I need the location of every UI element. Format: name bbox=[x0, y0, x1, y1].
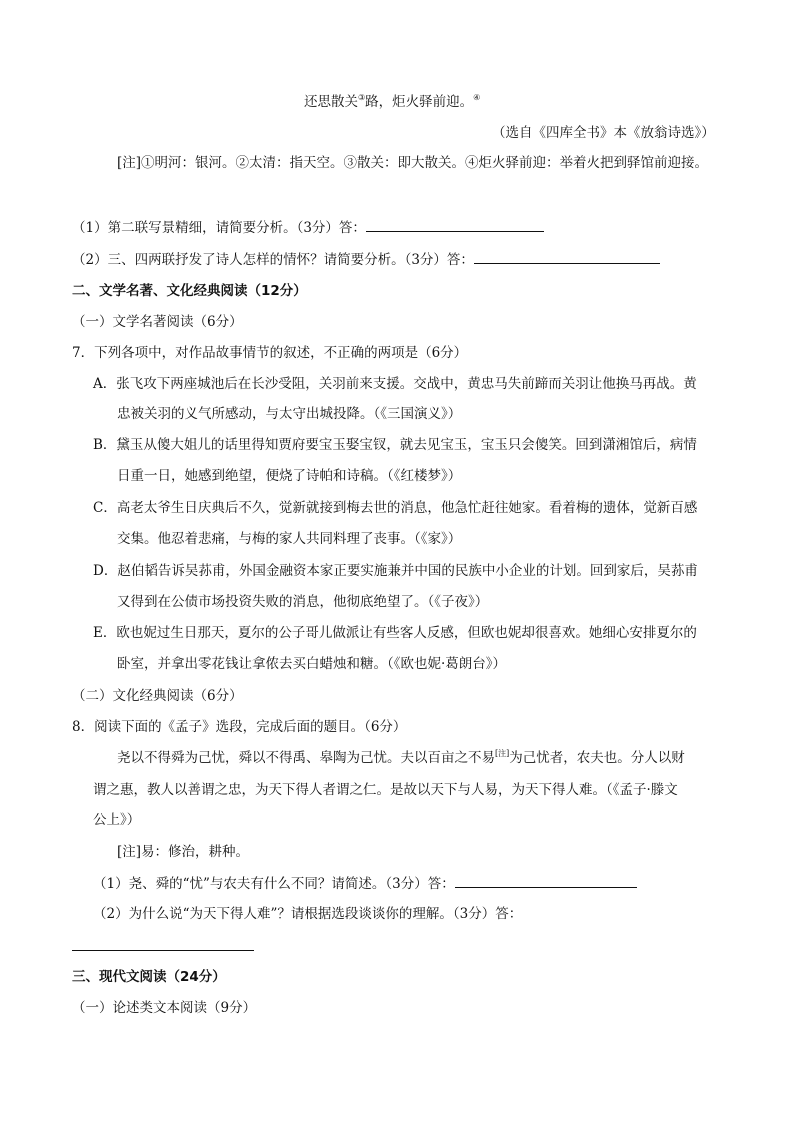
poem-question-1: （1）第二联写景精细，请简要分析。（3分）答： bbox=[72, 217, 544, 238]
answer-line[interactable] bbox=[72, 950, 254, 951]
option-e-cont: 卧室，并拿出零花钱让拿侬去买白蜡烛和糖。（《欧也妮·葛朗台》） bbox=[117, 656, 507, 672]
poem-last-line: 还思散关③路，炬火驿前迎。④ bbox=[304, 93, 481, 110]
question-8-stem: 8．阅读下面的《孟子》选段，完成后面的题目。（6分） bbox=[72, 719, 407, 735]
poem-notes: [注]①明河：银河。②太清：指天空。③散关：即大散关。④炬火驿前迎：举着火把到驿馆前迎接。 bbox=[117, 155, 709, 171]
section-3-part-1: （一）论述类文本阅读（9分） bbox=[72, 1000, 257, 1016]
question-8-sub-1: （1）尧、舜的“忧”与农夫有什么不同？请简述。（3分）答： bbox=[93, 873, 637, 894]
option-c-cont: 交集。他忍着悲痛，与梅的家人共同料理了丧事。（《家》） bbox=[117, 531, 462, 547]
poem-question-2: （2）三、四两联抒发了诗人怎样的情怀？请简要分析。（3分）答： bbox=[72, 249, 660, 270]
passage-line-1: 尧以不得舜为己忧，舜以不得禹、皋陶为己忧。夫以百亩之不易[注]为己忧者，农夫也。分人以财 bbox=[117, 749, 685, 766]
option-b-cont: 日重一日，她感到绝望，便烧了诗帕和诗稿。（《红楼梦》） bbox=[117, 468, 462, 484]
section-3-title: 三、现代文阅读（24分） bbox=[72, 969, 226, 985]
option-c: C．高老太爷生日庆典后不久，觉新就接到梅去世的消息，他急忙赶往她家。看着梅的遗体，觉新百感 bbox=[93, 500, 698, 516]
option-b: B．黛玉从傻大姐儿的话里得知贾府要宝玉娶宝钗，就去见宝玉，宝玉只会傻笑。回到潇湘馆后，病情 bbox=[93, 437, 697, 453]
option-d-cont: 又得到在公债市场投资失败的消息，他彻底绝望了。（《子夜》） bbox=[117, 594, 489, 610]
answer-blank[interactable] bbox=[366, 217, 544, 232]
question-7-stem: 7．下列各项中，对作品故事情节的叙述，不正确的两项是（6分） bbox=[72, 345, 468, 361]
passage-note: [注]易：修治，耕种。 bbox=[117, 844, 250, 860]
option-e: E．欧也妮过生日那天，夏尔的公子哥儿做派让有些客人反感，但欧也妮却很喜欢。她细心安排夏尔的 bbox=[93, 625, 697, 641]
poem-source: （选自《四库全书》本《放翁诗选》） bbox=[492, 125, 715, 141]
question-8-sub-2: （2）为什么说“为天下得人难”？请根据选段谈谈你的理解。（3分）答： bbox=[93, 906, 523, 922]
passage-line-2: 谓之惠，教人以善谓之忠，为天下得人者谓之仁。是故以天下与人易，为天下得人难。（《孟子·滕文 bbox=[93, 782, 678, 798]
passage-line-3: 公上》） bbox=[93, 812, 141, 828]
section-2-part-1: （一）文学名著阅读（6分） bbox=[72, 314, 243, 330]
option-a-cont: 忠被关羽的义气所感动，与太守出城投降。（《三国演义》） bbox=[117, 406, 462, 422]
answer-blank[interactable] bbox=[455, 873, 637, 888]
section-2-title: 二、文学名著、文化经典阅读（12分） bbox=[72, 283, 307, 299]
section-2-part-2: （二）文化经典阅读（6分） bbox=[72, 688, 243, 704]
option-a: A．张飞攻下两座城池后在长沙受阻，关羽前来支援。交战中，黄忠马失前蹄而关羽让他换马再战。黄 bbox=[93, 376, 697, 392]
option-d: D．赵伯韬告诉吴荪甫，外国金融资本家正要实施兼并中国的民族中小企业的计划。回到家后，吴荪甫 bbox=[93, 563, 698, 579]
answer-blank[interactable] bbox=[474, 249, 660, 264]
